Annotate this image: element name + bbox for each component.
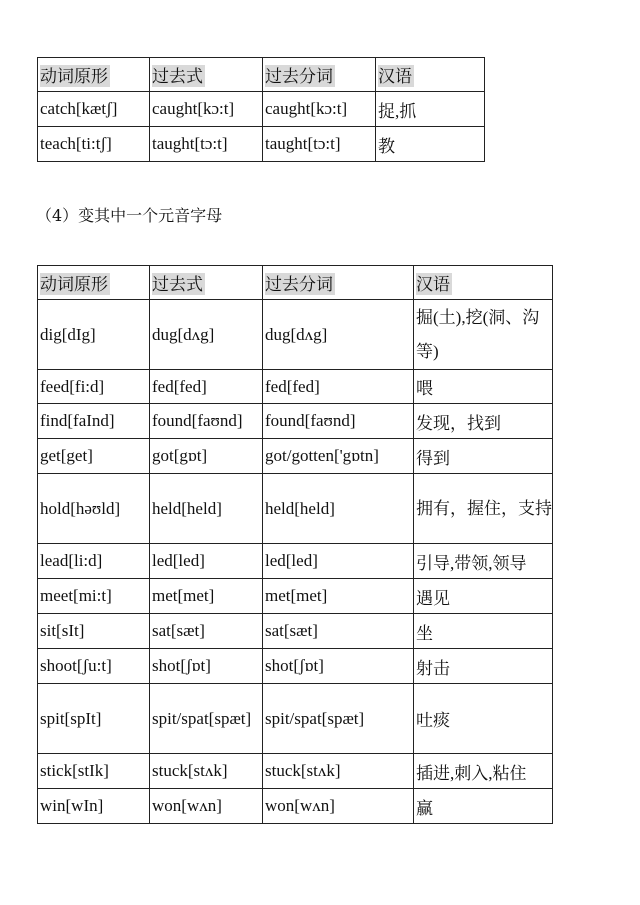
- cell-past-tense: sat[sæt]: [150, 614, 263, 649]
- cell-past-tense: won[wʌn]: [150, 789, 263, 824]
- cell-chinese: 吐痰: [414, 684, 553, 754]
- cell-past-participle: spit/spat[spæt]: [263, 684, 414, 754]
- cell-past-participle: held[held]: [263, 474, 414, 544]
- cell-chinese: 发现，找到: [414, 404, 553, 439]
- cell-base-form: win[wIn]: [38, 789, 150, 824]
- cell-past-participle: caught[kɔ:t]: [263, 92, 376, 127]
- cell-base-form: dig[dIg]: [38, 300, 150, 370]
- table-row: [38, 439, 553, 474]
- cell-past-tense: taught[tɔ:t]: [150, 127, 263, 162]
- cell-past-tense: spit/spat[spæt]: [150, 684, 263, 754]
- header-past-tense: 过去式: [150, 266, 263, 300]
- cell-base-form: teach[ti:tʃ]: [38, 127, 150, 162]
- table-row: [38, 300, 553, 370]
- cell-past-tense: led[led]: [150, 544, 263, 579]
- header-past-participle: 过去分词: [263, 266, 414, 300]
- cell-past-participle: got/gotten['gɒtn]: [263, 439, 414, 474]
- table-row: [38, 544, 553, 579]
- table-row: [38, 92, 485, 127]
- table-header-row: [38, 58, 485, 92]
- cell-past-participle: fed[fed]: [263, 370, 414, 404]
- table-row: [38, 404, 553, 439]
- cell-chinese: 喂: [414, 370, 553, 404]
- cell-past-participle: shot[ʃɒt]: [263, 649, 414, 684]
- cell-past-participle: sat[sæt]: [263, 614, 414, 649]
- cell-past-tense: met[met]: [150, 579, 263, 614]
- cell-base-form: get[get]: [38, 439, 150, 474]
- cell-base-form: lead[li:d]: [38, 544, 150, 579]
- cell-base-form: shoot[ʃu:t]: [38, 649, 150, 684]
- cell-chinese: 得到: [414, 439, 553, 474]
- cell-chinese: 遇见: [414, 579, 553, 614]
- cell-chinese: 坐: [414, 614, 553, 649]
- header-chinese: 汉语: [376, 58, 485, 92]
- table-row: [38, 474, 553, 544]
- cell-past-tense: found[faʊnd]: [150, 404, 263, 439]
- cell-past-participle: led[led]: [263, 544, 414, 579]
- cell-chinese: 射击: [414, 649, 553, 684]
- cell-past-participle: dug[dʌg]: [263, 300, 414, 370]
- cell-chinese: 插进,刺入,粘住: [414, 754, 553, 789]
- cell-chinese: 赢: [414, 789, 553, 824]
- table-row: [38, 579, 553, 614]
- cell-past-participle: taught[tɔ:t]: [263, 127, 376, 162]
- cell-past-tense: shot[ʃɒt]: [150, 649, 263, 684]
- cell-base-form: meet[mi:t]: [38, 579, 150, 614]
- cell-chinese: 拥有，握住，支持: [414, 474, 553, 544]
- cell-past-tense: got[gɒt]: [150, 439, 263, 474]
- cell-base-form: find[faInd]: [38, 404, 150, 439]
- cell-chinese: 教: [376, 127, 485, 162]
- header-past-participle: 过去分词: [263, 58, 376, 92]
- irregular-verbs-table-1: [37, 57, 485, 162]
- cell-base-form: spit[spIt]: [38, 684, 150, 754]
- header-base-form: 动词原形: [38, 58, 150, 92]
- header-chinese: 汉语: [414, 266, 553, 300]
- cell-base-form: stick[stIk]: [38, 754, 150, 789]
- header-past-tense: 过去式: [150, 58, 263, 92]
- table-row: [38, 649, 553, 684]
- cell-past-tense: caught[kɔ:t]: [150, 92, 263, 127]
- table-row: [38, 614, 553, 649]
- table-row: [38, 127, 485, 162]
- table-header-row: [38, 266, 553, 300]
- cell-past-participle: found[faʊnd]: [263, 404, 414, 439]
- cell-past-tense: dug[dʌg]: [150, 300, 263, 370]
- cell-chinese: 引导,带领,领导: [414, 544, 553, 579]
- cell-past-participle: stuck[stʌk]: [263, 754, 414, 789]
- cell-base-form: feed[fi:d]: [38, 370, 150, 404]
- header-base-form: 动词原形: [38, 266, 150, 300]
- cell-base-form: sit[sIt]: [38, 614, 150, 649]
- cell-past-tense: fed[fed]: [150, 370, 263, 404]
- cell-past-participle: met[met]: [263, 579, 414, 614]
- table-row: [38, 684, 553, 754]
- irregular-verbs-table-2: [37, 265, 553, 824]
- cell-chinese: 捉,抓: [376, 92, 485, 127]
- cell-base-form: catch[kætʃ]: [38, 92, 150, 127]
- cell-past-tense: held[held]: [150, 474, 263, 544]
- table-row: [38, 789, 553, 824]
- table-row: [38, 370, 553, 404]
- cell-base-form: hold[həʊld]: [38, 474, 150, 544]
- cell-past-participle: won[wʌn]: [263, 789, 414, 824]
- cell-chinese: 掘(土),挖(洞、沟等): [414, 300, 553, 370]
- table-row: [38, 754, 553, 789]
- cell-past-tense: stuck[stʌk]: [150, 754, 263, 789]
- section-heading: （4）变其中一个元音字母: [36, 206, 223, 225]
